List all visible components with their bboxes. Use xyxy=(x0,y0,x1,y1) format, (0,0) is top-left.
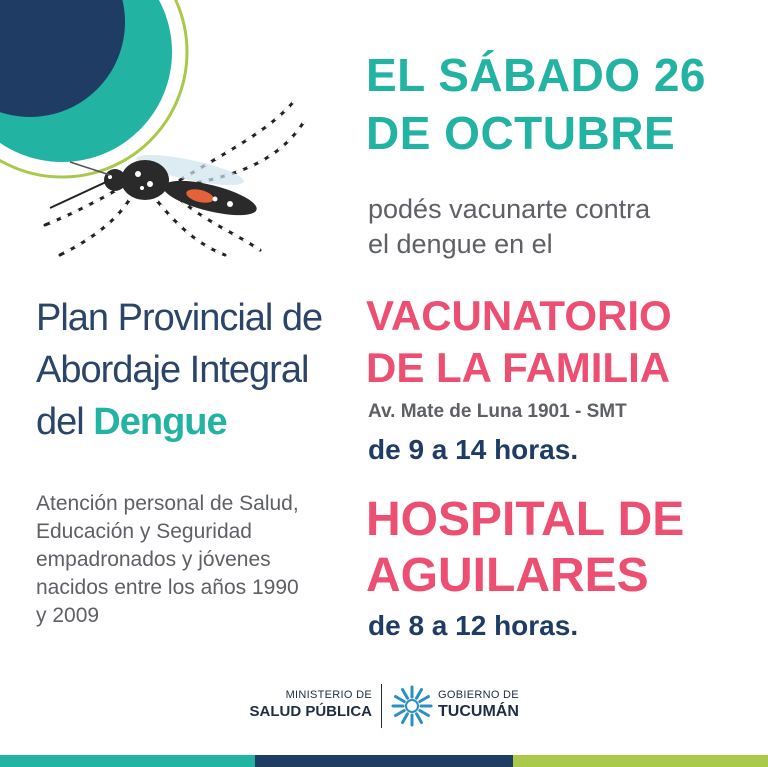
stripe-navy xyxy=(255,755,513,767)
stripe-teal xyxy=(0,755,255,767)
plan-line3 xyxy=(36,396,356,448)
venue2-name xyxy=(366,492,766,604)
desc-line2: Educación y Seguridad xyxy=(36,520,252,543)
intro-line2: el dengue en el xyxy=(368,229,553,259)
gov-line2: TUCUMÁN xyxy=(438,703,519,720)
ministry-logo xyxy=(246,688,372,722)
bottom-color-stripe xyxy=(0,755,768,767)
venue1-line2: DE LA FAMILIA xyxy=(366,344,671,391)
ministry-line1: MINISTERIO DE xyxy=(285,689,372,701)
plan-line3-prefix: del xyxy=(36,401,94,443)
event-date xyxy=(366,46,756,162)
plan-line1: Plan Provincial de xyxy=(36,297,323,339)
plan-title xyxy=(36,292,356,448)
eligibility-description xyxy=(36,490,346,630)
event-date-line2: DE OCTUBRE xyxy=(366,107,676,159)
plan-line2: Abordaje Integral xyxy=(36,349,309,391)
venue2-line1: HOSPITAL DE xyxy=(366,493,685,546)
desc-line4: nacidos entre los años 1990 xyxy=(36,576,299,599)
venue1-address: Av. Mate de Luna 1901 - SMT xyxy=(368,401,627,422)
tucuman-sun-icon xyxy=(390,684,434,728)
venue1-name xyxy=(366,290,766,394)
intro-line1: podés vacunarte contra xyxy=(368,194,651,224)
venue1-line1: VACUNATORIO xyxy=(366,292,672,339)
government-logo xyxy=(438,688,578,722)
intro-text xyxy=(368,192,748,262)
footer-divider xyxy=(381,684,382,728)
mosquito-icon xyxy=(30,80,320,260)
ministry-line2: SALUD PÚBLICA xyxy=(249,703,372,720)
gov-line1: GOBIERNO DE xyxy=(438,689,519,701)
venue2-line2: AGUILARES xyxy=(366,549,649,602)
desc-line3: empadronados y jóvenes xyxy=(36,548,271,571)
event-date-line1: EL SÁBADO 26 xyxy=(366,49,707,101)
plan-line3-accent: Dengue xyxy=(93,401,227,443)
desc-line5: y 2009 xyxy=(36,604,100,627)
stripe-lime xyxy=(513,755,768,767)
venue1-hours: de 9 a 14 horas. xyxy=(368,434,579,465)
desc-line1: Atención personal de Salud, xyxy=(36,492,299,515)
venue2-hours: de 8 a 12 horas. xyxy=(368,610,579,641)
